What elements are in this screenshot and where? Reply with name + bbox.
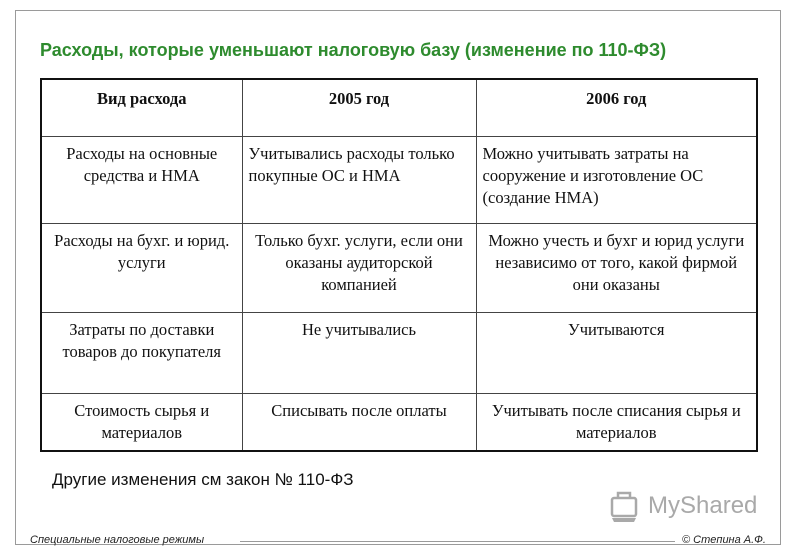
table-cell: Расходы на основные средства и НМА [41,137,242,224]
table-cell: Можно учитывать затраты на сооружение и изготовление ОС (создание НМА) [476,137,757,224]
table-cell: Учитываются [476,313,757,394]
table-cell: Расходы на бухг. и юрид. услуги [41,224,242,313]
table-header-row [41,79,757,137]
table-cell: Списывать после оплаты [242,394,476,452]
table-cell: Только бухг. услуги, если они оказаны аудиторской компанией [242,224,476,313]
slide-title: Расходы, которые уменьшают налоговую базу (изменение по 110-ФЗ) [40,40,667,60]
law-reference-note: Другие изменения см закон № 110-ФЗ [52,470,354,489]
table-cell: Учитывать после списания сырья и материалов [476,394,757,452]
table-row [41,224,757,313]
watermark [606,488,757,524]
header-expense-type: Вид расхода [41,79,242,137]
table-cell: Можно учесть и бухг и юрид услуги независимо от того, какой фирмой они оказаны [476,224,757,313]
table-cell: Не учитывались [242,313,476,394]
footer-divider [240,541,675,542]
header-2006: 2006 год [476,79,757,137]
watermark-text: MyShared [648,492,758,519]
footer-author: © Степина А.Ф. [682,534,766,546]
table-row [41,137,757,224]
table-row [41,313,757,394]
expenses-table [40,78,758,452]
table-row [41,394,757,452]
footer-course-title: Специальные налоговые режимы [30,534,205,546]
table-cell: Учитывались расходы только покупные ОС и НМА [242,137,476,224]
table-cell: Затраты по доставки товаров до покупателя [41,313,242,394]
table-cell: Стоимость сырья и материалов [41,394,242,452]
myshared-logo-icon [606,488,642,524]
header-2005: 2005 год [242,79,476,137]
